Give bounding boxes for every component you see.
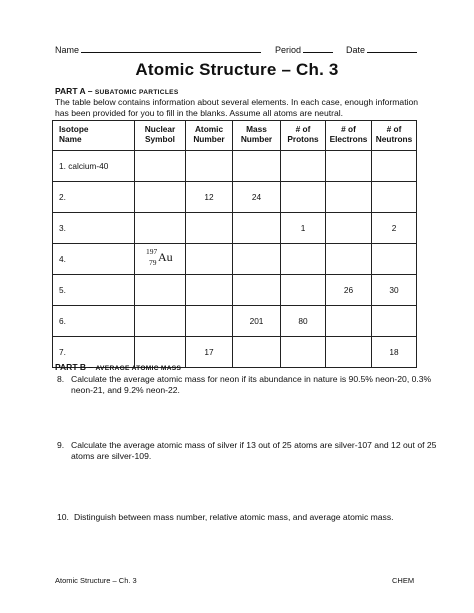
- cell-protons[interactable]: [281, 244, 326, 275]
- header-isotope-name: Isotope Name: [53, 121, 135, 151]
- cell-atomic-number[interactable]: [186, 151, 233, 182]
- cell-nuclear-symbol[interactable]: [135, 151, 186, 182]
- cell-atomic-number[interactable]: [186, 244, 233, 275]
- subatomic-particles-table: [52, 120, 417, 368]
- name-label: Name: [55, 45, 80, 55]
- cell-protons: 80: [281, 306, 326, 337]
- cell-nuclear-symbol[interactable]: [135, 275, 186, 306]
- part-b-title: AVERAGE ATOMIC MASS: [95, 365, 182, 372]
- table-row: [53, 151, 417, 182]
- question-number: 10.: [57, 512, 69, 522]
- question-number: 8.: [57, 374, 65, 384]
- question-number: 9.: [57, 440, 65, 450]
- period-blank[interactable]: [303, 43, 333, 53]
- cell-isotope[interactable]: 3.: [53, 213, 135, 244]
- cell-isotope: 1. calcium-40: [53, 151, 135, 182]
- cell-electrons: 26: [326, 275, 372, 306]
- cell-mass-number[interactable]: [233, 337, 281, 368]
- question-text: Calculate the average atomic mass of silver if 13 out of 25 atoms are silver-107 and 12 out of 25 atoms are silver-109.: [71, 440, 437, 461]
- table-row: [53, 244, 417, 275]
- cell-electrons[interactable]: [326, 306, 372, 337]
- part-a-instructions: The table below contains information about several elements. In each case, enough information has been provided for you to fill in the blanks. Assume all atoms are neutral.: [55, 97, 419, 118]
- part-b-prefix: PART B –: [55, 362, 94, 372]
- header-atomic-number: Atomic Number: [186, 121, 233, 151]
- part-a-heading: [55, 86, 179, 96]
- question-8: [57, 374, 441, 398]
- cell-neutrons[interactable]: [372, 306, 417, 337]
- atomic-number-subscript: 79: [149, 258, 157, 267]
- footer-left: Atomic Structure – Ch. 3: [55, 576, 137, 585]
- part-a-title: SUBATOMIC PARTICLES: [94, 89, 179, 96]
- cell-nuclear-symbol: [135, 244, 186, 275]
- name-blank[interactable]: [81, 43, 261, 53]
- cell-neutrons[interactable]: [372, 182, 417, 213]
- table-row: [53, 213, 417, 244]
- cell-electrons[interactable]: [326, 244, 372, 275]
- table-header-row: [53, 121, 417, 151]
- cell-electrons[interactable]: [326, 182, 372, 213]
- cell-isotope[interactable]: 4.: [53, 244, 135, 275]
- name-field[interactable]: [55, 43, 261, 55]
- cell-protons[interactable]: [281, 151, 326, 182]
- cell-protons[interactable]: [281, 182, 326, 213]
- date-blank[interactable]: [367, 43, 417, 53]
- cell-isotope[interactable]: 7.: [53, 337, 135, 368]
- cell-atomic-number[interactable]: [186, 275, 233, 306]
- cell-neutrons: 2: [372, 213, 417, 244]
- header-mass-number: Mass Number: [233, 121, 281, 151]
- cell-mass-number[interactable]: [233, 244, 281, 275]
- cell-neutrons: 30: [372, 275, 417, 306]
- footer-right: CHEM: [392, 576, 415, 585]
- cell-mass-number[interactable]: [233, 151, 281, 182]
- cell-neutrons[interactable]: [372, 151, 417, 182]
- cell-atomic-number[interactable]: [186, 306, 233, 337]
- gold-nuclear-symbol: [140, 247, 180, 269]
- cell-atomic-number: 17: [186, 337, 233, 368]
- date-field[interactable]: [346, 43, 417, 55]
- question-10: [57, 512, 441, 524]
- question-text: Distinguish between mass number, relative atomic mass, and average atomic mass.: [74, 512, 394, 522]
- cell-electrons[interactable]: [326, 213, 372, 244]
- cell-neutrons[interactable]: [372, 244, 417, 275]
- cell-isotope[interactable]: 2.: [53, 182, 135, 213]
- header-neutrons: # of Neutrons: [372, 121, 417, 151]
- cell-mass-number: 24: [233, 182, 281, 213]
- header-nuclear-symbol: Nuclear Symbol: [135, 121, 186, 151]
- question-9: [57, 440, 441, 464]
- cell-nuclear-symbol[interactable]: [135, 306, 186, 337]
- cell-neutrons: 18: [372, 337, 417, 368]
- cell-mass-number: 201: [233, 306, 281, 337]
- period-field[interactable]: [275, 43, 333, 55]
- cell-isotope[interactable]: 5.: [53, 275, 135, 306]
- header-electrons: # of Electrons: [326, 121, 372, 151]
- cell-protons[interactable]: [281, 275, 326, 306]
- cell-atomic-number: 12: [186, 182, 233, 213]
- cell-protons: 1: [281, 213, 326, 244]
- question-text: Calculate the average atomic mass for neon if its abundance in nature is 90.5% neon-20, 0.3% neon-21, and 9.2% neon-22.: [71, 374, 432, 395]
- page-title: Atomic Structure – Ch. 3: [135, 60, 339, 79]
- cell-nuclear-symbol[interactable]: [135, 182, 186, 213]
- cell-nuclear-symbol[interactable]: [135, 213, 186, 244]
- table-row: [53, 182, 417, 213]
- cell-atomic-number[interactable]: [186, 213, 233, 244]
- element-symbol: Au: [158, 250, 173, 264]
- mass-number-superscript: 197: [146, 247, 158, 256]
- part-a-prefix: PART A –: [55, 86, 93, 96]
- table-row: [53, 306, 417, 337]
- period-label: Period: [275, 45, 302, 55]
- cell-mass-number[interactable]: [233, 213, 281, 244]
- cell-protons[interactable]: [281, 337, 326, 368]
- date-label: Date: [346, 45, 366, 55]
- cell-electrons[interactable]: [326, 337, 372, 368]
- cell-isotope[interactable]: 6.: [53, 306, 135, 337]
- header-protons: # of Protons: [281, 121, 326, 151]
- cell-mass-number[interactable]: [233, 275, 281, 306]
- table-row: [53, 275, 417, 306]
- cell-electrons[interactable]: [326, 151, 372, 182]
- part-b-heading: [55, 362, 181, 372]
